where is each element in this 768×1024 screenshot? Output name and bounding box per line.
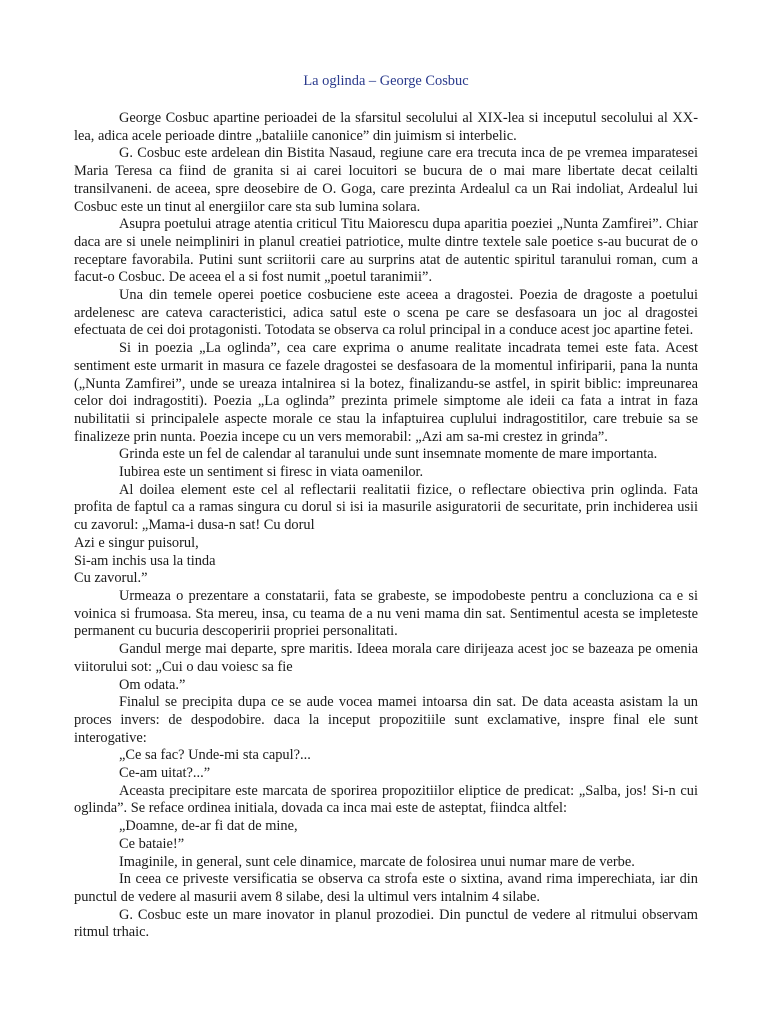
paragraph: Aceasta precipitare este marcata de sporirea propozitiilor eliptice de predicat: „Salba, jos! Si-n cui oglinda”. Se reface ordinea initiala, dovada ca inca mai este de asteptat, fiindca altfel: — [74, 782, 698, 817]
paragraph: Gandul merge mai departe, spre maritis. Ideea morala care dirijeaza acest joc se bazeaza pe omenia viitorului sot: „Cui o dau voiesc sa fie — [74, 641, 698, 675]
paragraph: Finalul se precipita dupa ce se aude vocea mamei intoarsa din sat. De data aceasta asistam la un proces invers: de despodobire. daca la inceput propozitiile sunt exclamative, inspre final ele sunt interogative: — [74, 694, 698, 746]
paragraph: Urmeaza o prezentare a constatarii, fata se grabeste, se impodobeste pentru a concluziona ca e si voinica si frumoasa. Sta mereu, insa, cu teama de a nu veni mama din sat. Sentimentul acesta se impleteste permanent cu bucuria descoperirii propriei personalitati. — [74, 587, 698, 640]
verse-line: Cu zavorul.” — [74, 570, 148, 587]
paragraph: Al doilea element este cel al reflectarii realitatii fizice, o reflectare obiectiva prin oglinda. Fata profita de faptul ca a ramas singura cu dorul si isi ia masurile asiguratorii de securitate, prin inchiderea usii cu zavorul: „Mama-i dusa-n sat! Cu dorul — [74, 481, 698, 534]
verse-line: Ce bataie!” — [119, 835, 185, 852]
paragraph: G. Cosbuc este un mare inovator in planul prozodiei. Din punctul de vedere al ritmului observam ritmul trhaic. — [74, 906, 698, 941]
paragraph: George Cosbuc apartine perioadei de la sfarsitul secolului al XIX-lea si inceputul secolului al XX-lea, adica acele perioade dintre „bataliile canonice” din juimism si interbelic. — [74, 110, 698, 144]
document-title: La oglinda – George Cosbuc — [303, 73, 469, 89]
paragraph: In ceea ce priveste versificatia se observa ca strofa este o sixtina, avand rima imperechiata, iar din punctul de vedere al masurii avem 8 silabe, desi la ultimul vers intalnim 4 silabe. — [74, 871, 698, 905]
paragraph: Iubirea este un sentiment si firesc in viata oamenilor. — [119, 464, 424, 481]
document-page — [74, 72, 698, 942]
verse-line: Azi e singur puisorul, — [74, 534, 199, 551]
paragraph: Asupra poetului atrage atentia criticul Titu Maiorescu dupa aparitia poeziei „Nunta Zamfirei”. Chiar daca are si unele neimpliniri in planul creatiei patriotice, multe dintre textele sale poetice s-au bucurat de o receptare favorabila. Putini sunt scriitorii care au surprins atat de autentic spiritul taranului roman, cum a facut-o Cosbuc. De aceea el a si fost numit „poetul taranimii”. — [74, 216, 698, 286]
paragraph: Grinda este un fel de calendar al taranului unde sunt insemnate momente de mare importanta. — [119, 446, 658, 463]
verse-line: Si-am inchis usa la tinda — [74, 552, 216, 569]
paragraph: Imaginile, in general, sunt cele dinamice, marcate de folosirea unui numar mare de verbe. — [119, 853, 635, 870]
paragraph: Una din temele operei poetice cosbuciene este aceea a dragostei. Poezia de dragoste a poetului ardelenesc are cateva caracteristici, adica satul este o scena pe care se desfasoara un joc al dragostei efectuata de cei doi protagonisti. Totodata se observa ca rolul principal in a conduce acest joc apartine fetei. — [74, 287, 698, 339]
verse-line: „Ce sa fac? Unde-mi sta capul?... — [119, 747, 311, 764]
verse-line: „Doamne, de-ar fi dat de mine, — [119, 818, 298, 835]
paragraph: G. Cosbuc este ardelean din Bistita Nasaud, regiune care era trecuta inca de pe vremea imparatesei Maria Teresa ca fiind de granita si ai carei locuitori se bucura de o mai mare libertate decat ceilalti transilvaneni. de aceea, spre deosebire de O. Goga, care prezinta Ardealul ca un Rai indoliat, Ardealul lui Cosbuc este un tinut al energiilor care sta sub lumina solara. — [74, 145, 698, 215]
verse-line: Om odata.” — [119, 676, 186, 693]
verse-line: Ce-am uitat?...” — [119, 765, 211, 782]
paragraph: Si in poezia „La oglinda”, cea care exprima o anume realitate incadrata temei este fata. Acest sentiment este urmarit in masura ce fazele dragostei se desfasoara de la momentul infiriparii, pana la nunta („Nunta Zamfirei”, unde se ureaza intalnirea si la botez, finalizandu-se astfel, in spirit biblic: impreunarea celor doi indragostiti). Poezia „La oglinda” prezinta primele simptome ale ideii ca fata a intrat in faza nubilitatii si principalele aspecte morale ce stau la infaptuirea cuplului indragostitilor, care trebuie sa se finalizeze prin nunta. Poezia incepe cu un vers memorabil: „Azi am sa-mi crestez in grinda”. — [74, 340, 698, 445]
